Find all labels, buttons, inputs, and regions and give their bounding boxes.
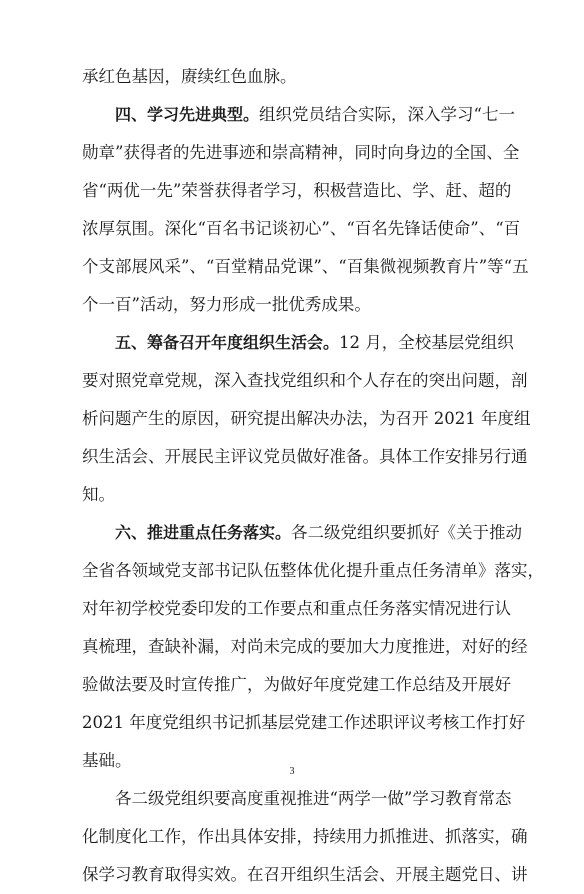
section-heading: 四、学习先进典型。 xyxy=(115,105,260,124)
text-line: 化制度化工作，作出具体安排，持续用力抓推进、抓落实，确 xyxy=(82,827,528,846)
text-line: 知。 xyxy=(82,485,115,504)
text-line xyxy=(82,514,523,552)
text-span: 组织党员结合实际，深入学习“七一 xyxy=(259,105,515,124)
text-line: 验做法要及时宣传推广，为做好年度党建工作总结及开展好 xyxy=(82,675,511,694)
text-line: 勋章”获得者的先进事迹和崇高精神，同时向身边的全国、全 xyxy=(82,143,520,162)
text-line: 要对照党章党规，深入查找党组织和个人存在的突出问题，剖 xyxy=(82,371,528,390)
text-span: 12 月，全校基层党组织 xyxy=(339,333,514,352)
text-line: 基础。 xyxy=(82,751,132,770)
text-line: 浓厚氛围。深化“百名书记谈初心”、“百名先锋话使命”、“百 xyxy=(82,219,521,238)
text-line: 全省各领域党支部书记队伍整体优化提升重点任务清单》落实， xyxy=(82,561,544,580)
text-line: 保学习教育取得实效。在召开组织生活会、开展主题党日、讲 xyxy=(82,865,528,884)
text-line: 各二级党组织要高度重视推进“两学一做”学习教育常态 xyxy=(115,789,512,808)
text-line: 省“两优一先”荣誉获得者学习，积极营造比、学、赶、超的 xyxy=(82,181,512,200)
text-line: 织生活会、开展民主评议党员做好准备。具体工作安排另行通 xyxy=(82,447,528,466)
text-line: 承红色基因，赓续红色血脉。 xyxy=(82,67,297,86)
text-line xyxy=(82,96,515,134)
text-line xyxy=(82,324,514,362)
page-number: 3 xyxy=(289,766,295,777)
section-heading: 五、筹备召开年度组织生活会。 xyxy=(115,333,340,352)
text-span: 各二级党组织要抓好《关于推动 xyxy=(291,523,523,542)
text-line: 个一百”活动，努力形成一批优秀成果。 xyxy=(82,295,371,314)
text-line: 析问题产生的原因，研究提出解决办法，为召开 2021 年度组 xyxy=(82,409,531,428)
text-line: 真梳理，查缺补漏，对尚未完成的要加大力度推进，对好的经 xyxy=(82,637,528,656)
section-heading: 六、推进重点任务落实。 xyxy=(115,523,292,542)
text-line: 个支部展风采”、“百堂精品党课”、“百集微视频教育片”等“五 xyxy=(82,257,529,276)
text-line: 2021 年度党组织书记抓基层党建工作述职评议考核工作打好 xyxy=(82,713,526,732)
text-line: 对年初学校党委印发的工作要点和重点任务落实情况进行认 xyxy=(82,599,511,618)
